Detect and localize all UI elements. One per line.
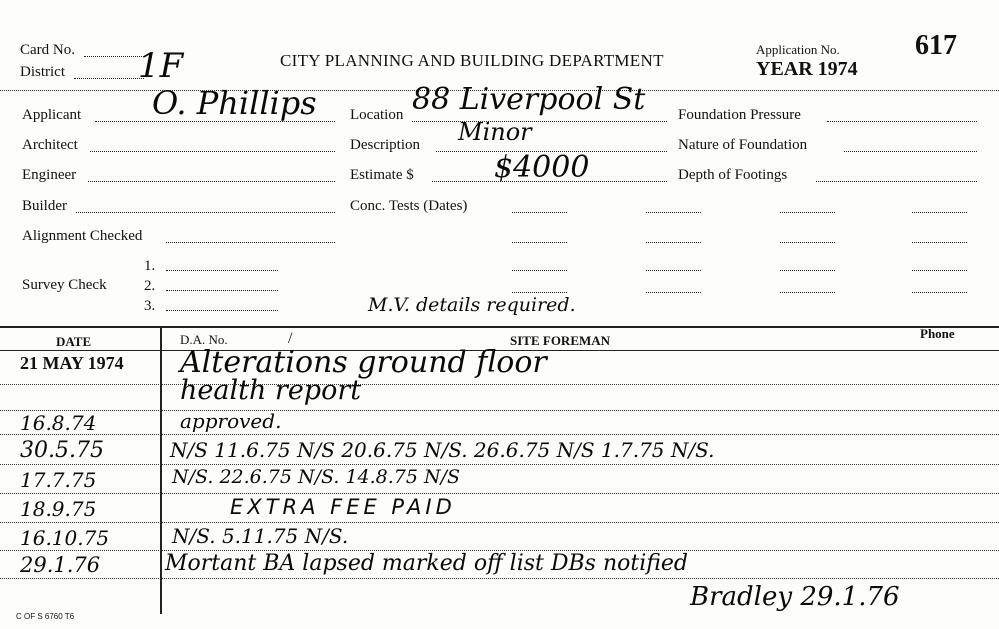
card-no-label: Card No. (20, 42, 75, 58)
survey-3-line (166, 310, 278, 311)
row-5-entry: N/S. 22.6.75 N/S. 14.8.75 N/S (172, 466, 461, 488)
application-no-label: Application No. (756, 42, 840, 57)
depth-footings-line (816, 181, 977, 182)
district-label: District (20, 64, 65, 80)
row-2-entry: health report (180, 375, 362, 406)
row-rule-8 (0, 578, 999, 579)
engineer-line (88, 181, 335, 182)
phone-header: Phone (920, 326, 955, 341)
location-value: 88 Liverpool St (412, 82, 646, 117)
department-title: CITY PLANNING AND BUILDING DEPARTMENT (280, 51, 664, 70)
row-rule-4 (0, 464, 999, 465)
row-1-entry: Alterations ground floor (180, 345, 547, 380)
estimate-line (432, 181, 667, 182)
conc-line-9 (512, 270, 567, 271)
row-7-entry: N/S. 5.11.75 N/S. (172, 524, 349, 548)
survey-1-line (166, 270, 278, 271)
conc-line-1 (512, 212, 567, 213)
nature-foundation-label: Nature of Foundation (678, 137, 808, 153)
year-label: YEAR 1974 (756, 58, 858, 80)
handwritten-note: M.V. details required. (368, 294, 576, 316)
applicant-value: O. Phillips (152, 84, 317, 122)
row-5-date: 17.7.75 (20, 468, 97, 492)
foundation-pressure-line (827, 121, 977, 122)
row-6-entry: EXTRA FEE PAID (230, 495, 456, 519)
row-7-date: 16.10.75 (20, 526, 110, 550)
row-1-date: 21 MAY 1974 (20, 353, 124, 373)
row-8-entry: Mortant BA lapsed marked off list DBs notified (165, 551, 689, 576)
row-rule-6 (0, 522, 999, 523)
location-label: Location (350, 107, 404, 123)
row-4-entry: N/S 11.6.75 N/S 20.6.75 N/S. 26.6.75 N/S 1.7.75 N/S. (170, 438, 715, 462)
application-number: 617 (915, 30, 957, 61)
alignment-line (166, 242, 335, 243)
alignment-label: Alignment Checked (22, 228, 143, 244)
district-line (74, 78, 144, 79)
conc-line-6 (646, 242, 701, 243)
conc-line-10 (646, 270, 701, 271)
description-value: Minor (458, 118, 532, 146)
builder-label: Builder (22, 198, 67, 214)
builder-line (76, 212, 335, 213)
date-column-header: DATE (56, 334, 92, 349)
row-3-entry: approved. (180, 409, 282, 433)
da-mark: / (288, 330, 293, 347)
estimate-value: $4000 (494, 150, 590, 185)
table-top-rule (0, 326, 999, 328)
estimate-label: Estimate $ (350, 167, 414, 183)
signature: Bradley 29.1.76 (690, 582, 900, 612)
form-code: C OF S 6760 T6 (16, 612, 75, 621)
location-line (412, 121, 667, 122)
conc-line-11 (780, 270, 835, 271)
card-no-line (84, 56, 144, 57)
foundation-pressure-label: Foundation Pressure (678, 107, 801, 123)
row-6-date: 18.9.75 (20, 497, 97, 521)
survey-label: Survey Check (22, 277, 107, 293)
conc-line-12 (912, 270, 967, 271)
conc-tests-label: Conc. Tests (Dates) (350, 198, 468, 214)
conc-line-15 (780, 292, 835, 293)
row-4-date: 30.5.75 (20, 438, 104, 463)
architect-line (90, 151, 335, 152)
row-rule-3 (0, 434, 999, 435)
conc-line-13 (512, 292, 567, 293)
conc-line-2 (646, 212, 701, 213)
conc-line-16 (912, 292, 967, 293)
description-label: Description (350, 137, 420, 153)
conc-line-8 (912, 242, 967, 243)
date-column-divider (160, 326, 162, 614)
architect-label: Architect (22, 137, 78, 153)
nature-foundation-line (844, 151, 977, 152)
row-rule-2 (0, 410, 999, 411)
site-foreman-header: SITE FOREMAN (510, 333, 611, 348)
row-8-date: 29.1.76 (20, 553, 101, 577)
engineer-label: Engineer (22, 167, 77, 183)
conc-line-7 (780, 242, 835, 243)
conc-line-14 (646, 292, 701, 293)
district-value: 1F (138, 46, 184, 86)
conc-line-5 (512, 242, 567, 243)
row-rule-5 (0, 493, 999, 494)
da-column-header: D.A. No. (180, 332, 228, 347)
survey-1: 1. (144, 258, 156, 274)
survey-2-line (166, 290, 278, 291)
row-3-date: 16.8.74 (20, 411, 97, 435)
conc-line-3 (780, 212, 835, 213)
depth-footings-label: Depth of Footings (678, 167, 788, 183)
applicant-label: Applicant (22, 107, 82, 123)
conc-line-4 (912, 212, 967, 213)
survey-2: 2. (144, 278, 156, 294)
survey-3: 3. (144, 298, 156, 314)
row-rule-1 (0, 384, 999, 385)
